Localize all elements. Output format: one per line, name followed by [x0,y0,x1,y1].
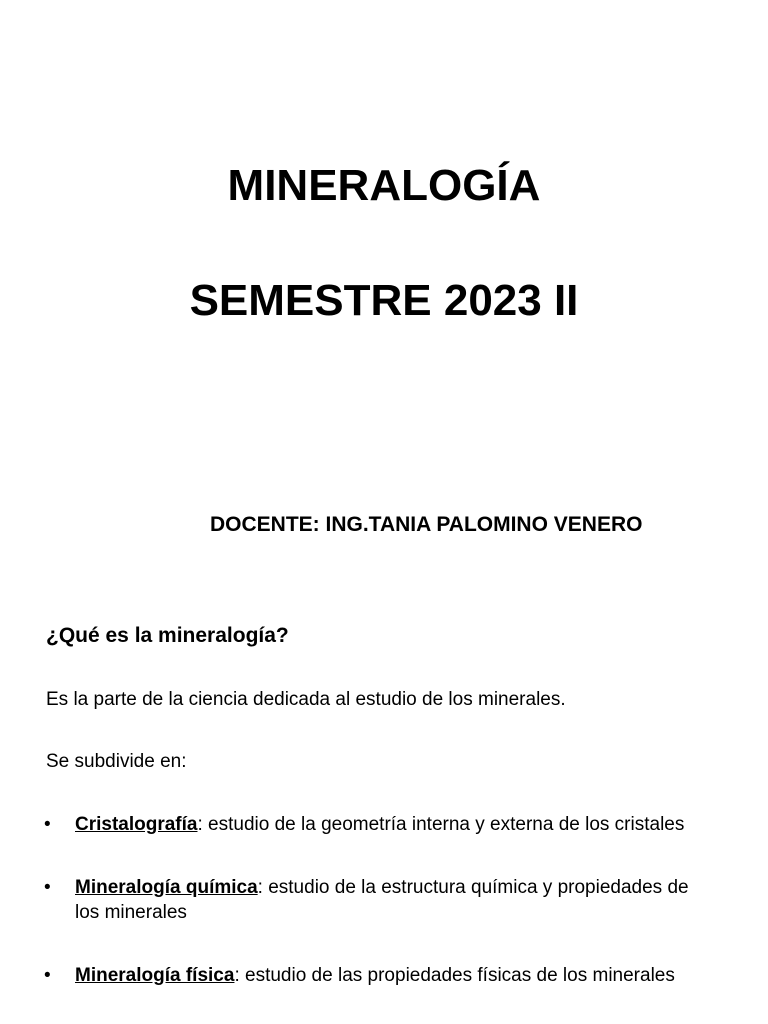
subdivision-list [0,812,768,1024]
instructor-line: DOCENTE: ING.TANIA PALOMINO VENERO [210,513,643,536]
list-item [0,875,768,925]
bullet-icon: • [44,814,51,835]
section-heading: ¿Qué es la mineralogía? [46,624,289,647]
semester-title: SEMESTRE 2023 II [189,276,579,325]
definition-paragraph: Es la parte de la ciencia dedicada al estudio de los minerales. [46,689,566,710]
document-title: MINERALOGÍA [227,161,541,210]
subdivision-description: : estudio de las propiedades físicas de los minerales [234,965,675,986]
subdivision-term: Mineralogía física [75,965,235,986]
list-item [0,812,768,837]
subdivision-term: Cristalografía [75,814,198,835]
subdivision-term: Mineralogía química [75,877,258,898]
bullet-icon: • [44,877,51,898]
subdivision-description: : estudio de la geometría interna y externa de los cristales [197,814,685,835]
list-item [0,963,768,988]
bullet-icon: • [44,965,51,986]
subdivide-intro: Se subdivide en: [46,751,187,772]
subdivision-description: : estudio de la estructura química y propiedades de los minerales [75,877,689,923]
